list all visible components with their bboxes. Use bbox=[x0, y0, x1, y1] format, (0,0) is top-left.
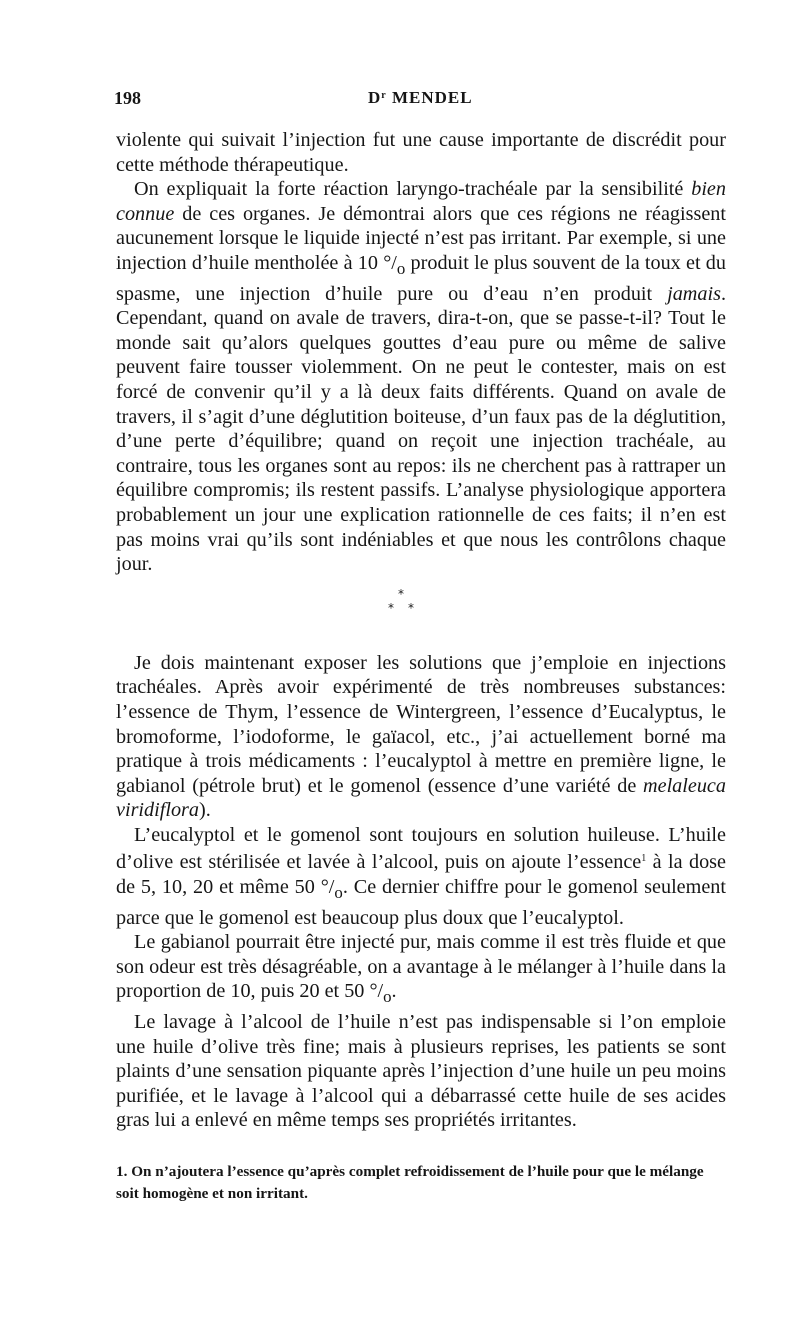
asterism-star: * bbox=[388, 600, 394, 615]
permille-sub: o bbox=[383, 987, 392, 1007]
running-head-name: MENDEL bbox=[391, 88, 473, 107]
footnote-text: On n’ajoutera l’essence qu’après complet refroidissement de l’huile pour que le mélange soit homogène et non irritant. bbox=[116, 1163, 704, 1203]
book-page bbox=[116, 88, 726, 1220]
paragraph bbox=[116, 651, 726, 823]
text-run: L’eucalyptol et le gomenol sont toujours en solution huileuse. L’huile d’olive est stérilisée et lavée à l’alcool, puis on ajoute l’essence bbox=[116, 823, 726, 874]
paragraph bbox=[116, 177, 726, 577]
italic-text: bien connue bbox=[116, 178, 726, 225]
text-run: produit le plus souvent de la toux et du spasme, une injection d’huile pure ou d’eau n’en produit bbox=[116, 251, 726, 305]
text-run: On expliquait la forte réaction laryngo-trachéale par la sensibilité bbox=[134, 178, 692, 201]
running-head-sup: r bbox=[381, 90, 387, 101]
asterism-divider bbox=[116, 577, 726, 651]
italic-text: melaleuca viridiflora bbox=[116, 774, 726, 822]
paragraph: violente qui suivait l’injection fut une cause importante de discrédit pour cette méthode thérapeutique. bbox=[116, 129, 726, 176]
paragraph bbox=[116, 930, 726, 1010]
page-header bbox=[116, 88, 726, 114]
asterism-star: * bbox=[408, 600, 414, 615]
paragraph bbox=[116, 823, 726, 930]
text-run: Le gabianol pourrait être injecté pur, mais comme il est très fluide et que son odeur est très désagréable, on a avantage à le mélanger à l’huile dans la proportion de 10, puis 20 et 50 °/ bbox=[116, 931, 726, 1003]
running-head bbox=[368, 88, 473, 108]
section-two bbox=[116, 651, 726, 1133]
footnote bbox=[116, 1161, 726, 1205]
asterism-star: * bbox=[398, 586, 404, 601]
text-run: de ces organes. Je démontrai alors que ces régions ne réagissent aucunement lorsque le liquide injecté n’est pas irritant. Par exemple, si une injection d’huile mentholée à 10 °/ bbox=[116, 202, 726, 274]
permille-sub: o bbox=[396, 259, 406, 278]
text-run: . bbox=[391, 980, 397, 1003]
page-number: 198 bbox=[114, 88, 141, 108]
paragraph: Le lavage à l’alcool de l’huile n’est pas indispensable si l’on emploie une huile d’olive très fine; mais à plusieurs reprises, les patients se sont plaints d’une sensation piquante après l’injection d’une huile un peu moins purifiée, et le lavage à l’alcool qui a débarrassé cette huile de ses acides gras lui a enlevé en même temps ses propriétés irritantes. bbox=[116, 1011, 726, 1132]
text-run: Je dois maintenant exposer les solutions que j’emploie en injections trachéales. Après avoir expérimenté de très nombreuses substances: l’essence de Thym, l’essence de Wintergreen, l’essence d’Eucalyptus, le bromoforme, l’iodoforme, le gaïacol, etc., j’ai actuellement borné ma pratique à trois médicaments : l’eucalyptol à mettre en première ligne, le gabianol (pétrole brut) et le gomenol (essence d’une variété de bbox=[116, 651, 726, 797]
section-one bbox=[116, 128, 726, 577]
text-run: . Cependant, quand on avale de travers, dira-t-on, que se passe-t-il? Tout le monde sait qu’alors quelques gouttes d’eau pure ou même de salive peuvent faire tousser violemment. On ne peut le contester, mais on est forcé de convenir qu’il y a là deux faits différents. Quand on avale de travers, il s’agit d’une déglutition boiteuse, d’un faux pas de la déglutition, d’une perte d’équilibre; quand on reçoit une injection trachéale, au contraire, tous les organes sont au repos: ils ne cherchent pas à rattraper un équilibre compromis; ils restent passifs. L’analyse physiologique apportera probablement un jour une explication rationnelle de ces faits; il n’en est pas moins vrai qu’ils sont indéniables et que nous les contrôlons chaque jour. bbox=[116, 282, 726, 576]
footnote-reference[interactable]: 1 bbox=[641, 853, 647, 865]
permille-sub: o bbox=[334, 883, 343, 903]
text-run: à la dose de 5, 10, 20 et même 50 °/ bbox=[116, 851, 726, 899]
running-head-prefix: D bbox=[368, 88, 382, 107]
text-run: . Ce dernier chiffre pour le gomenol seulement parce que le gomenol est beaucoup plus doux que l’eucalyptol. bbox=[116, 876, 726, 929]
italic-text: jamais bbox=[667, 282, 721, 305]
footnote-number: 1. bbox=[116, 1163, 128, 1181]
text-run: ). bbox=[199, 799, 211, 822]
